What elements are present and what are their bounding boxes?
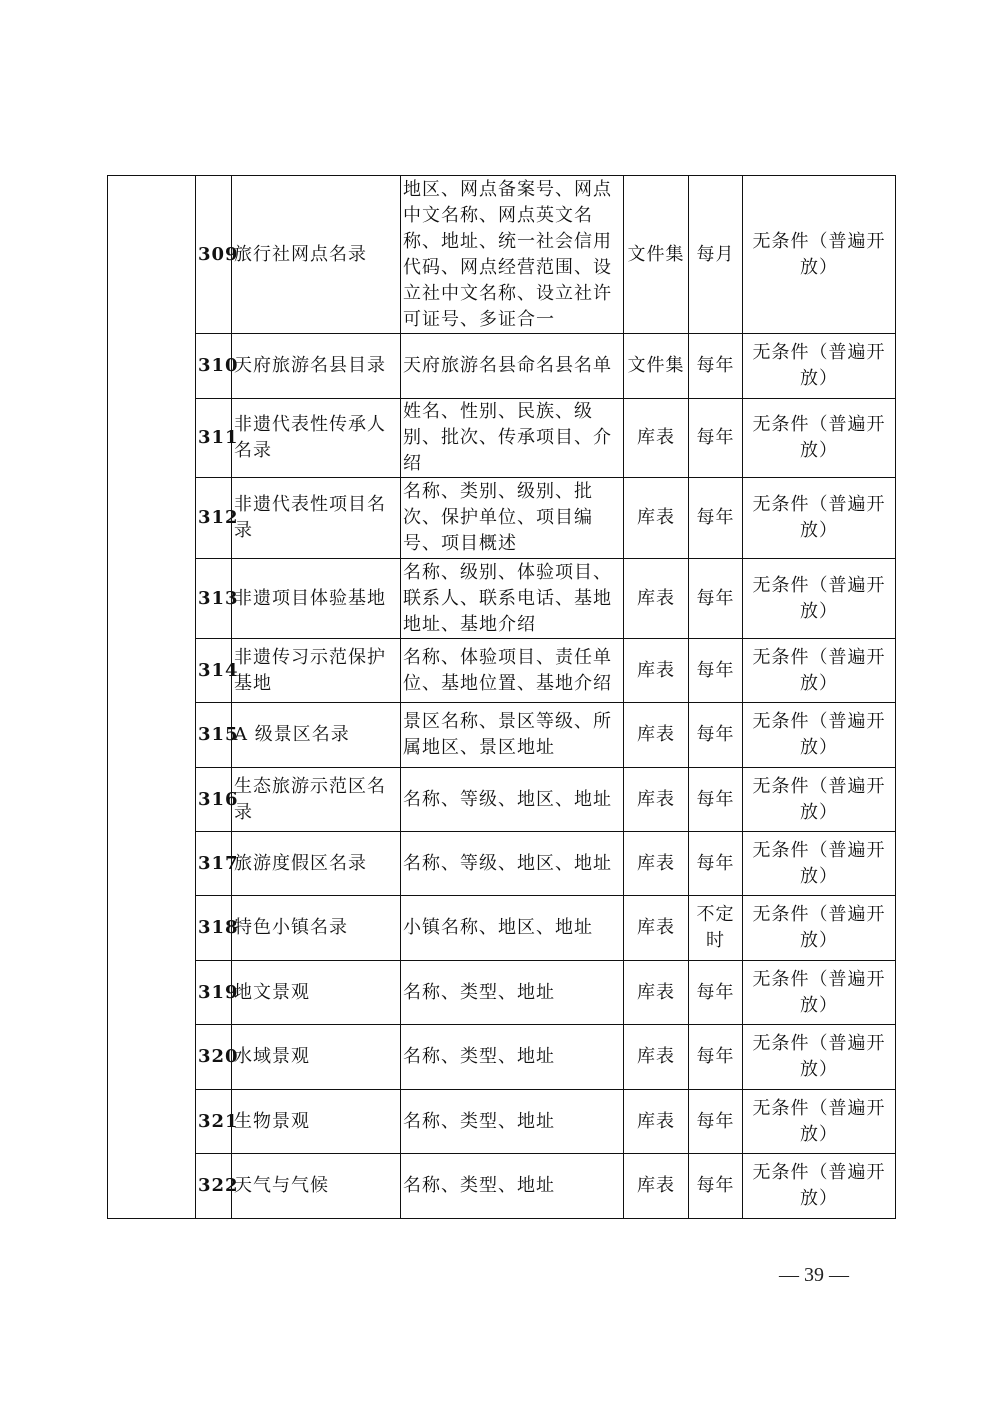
table-row [108, 896, 896, 961]
resource-fields: 地区、网点备案号、网点中文名称、网点英文名称、地址、统一社会信用代码、网点经营范围、设立社中文名称、设立社许可证号、多证合一 [401, 176, 624, 334]
resource-name: 旅游度假区名录 [232, 832, 401, 896]
row-number: 315 [196, 703, 232, 768]
table-row [108, 176, 896, 334]
resource-name: A 级景区名录 [232, 703, 401, 768]
table-row [108, 639, 896, 703]
data-catalog-table [107, 175, 896, 1219]
row-number: 311 [196, 399, 232, 478]
page-number: — 39 — [779, 1264, 849, 1286]
category-cell [108, 176, 196, 1219]
table-row [108, 832, 896, 896]
resource-format: 库表 [624, 1090, 689, 1154]
resource-format: 库表 [624, 896, 689, 961]
update-frequency: 每月 [689, 176, 743, 334]
resource-fields: 名称、类型、地址 [401, 961, 624, 1025]
resource-fields: 名称、类别、级别、批次、保护单位、项目编号、项目概述 [401, 478, 624, 559]
resource-name: 非遗代表性项目名录 [232, 478, 401, 559]
openness-condition: 无条件（普遍开放） [743, 559, 896, 639]
table-row [108, 478, 896, 559]
row-number: 321 [196, 1090, 232, 1154]
update-frequency: 每年 [689, 559, 743, 639]
resource-fields: 名称、类型、地址 [401, 1025, 624, 1090]
table-row [108, 768, 896, 832]
update-frequency: 不定时 [689, 896, 743, 961]
resource-format: 库表 [624, 768, 689, 832]
resource-name: 非遗传习示范保护基地 [232, 639, 401, 703]
table-row [108, 1154, 896, 1219]
resource-fields: 名称、级别、体验项目、联系人、联系电话、基地地址、基地介绍 [401, 559, 624, 639]
openness-condition: 无条件（普遍开放） [743, 1154, 896, 1219]
resource-name: 天府旅游名县目录 [232, 334, 401, 399]
update-frequency: 每年 [689, 961, 743, 1025]
table-row [108, 1090, 896, 1154]
row-number: 313 [196, 559, 232, 639]
resource-format: 库表 [624, 559, 689, 639]
resource-fields: 名称、类型、地址 [401, 1090, 624, 1154]
table-row [108, 559, 896, 639]
resource-fields: 名称、体验项目、责任单位、基地位置、基地介绍 [401, 639, 624, 703]
openness-condition: 无条件（普遍开放） [743, 176, 896, 334]
update-frequency: 每年 [689, 1090, 743, 1154]
openness-condition: 无条件（普遍开放） [743, 1090, 896, 1154]
resource-fields: 名称、类型、地址 [401, 1154, 624, 1219]
table-row [108, 334, 896, 399]
update-frequency: 每年 [689, 334, 743, 399]
update-frequency: 每年 [689, 399, 743, 478]
openness-condition: 无条件（普遍开放） [743, 1025, 896, 1090]
row-number: 309 [196, 176, 232, 334]
resource-format: 库表 [624, 832, 689, 896]
openness-condition: 无条件（普遍开放） [743, 399, 896, 478]
update-frequency: 每年 [689, 1025, 743, 1090]
openness-condition: 无条件（普遍开放） [743, 768, 896, 832]
resource-format: 库表 [624, 703, 689, 768]
resource-fields: 小镇名称、地区、地址 [401, 896, 624, 961]
table-row [108, 1025, 896, 1090]
openness-condition: 无条件（普遍开放） [743, 639, 896, 703]
update-frequency: 每年 [689, 1154, 743, 1219]
resource-fields: 名称、等级、地区、地址 [401, 832, 624, 896]
resource-format: 库表 [624, 1154, 689, 1219]
resource-name: 旅行社网点名录 [232, 176, 401, 334]
row-number: 314 [196, 639, 232, 703]
row-number: 316 [196, 768, 232, 832]
resource-fields: 名称、等级、地区、地址 [401, 768, 624, 832]
resource-name: 天气与气候 [232, 1154, 401, 1219]
resource-format: 库表 [624, 639, 689, 703]
row-number: 322 [196, 1154, 232, 1219]
row-number: 317 [196, 832, 232, 896]
table-row [108, 961, 896, 1025]
resource-fields: 天府旅游名县命名县名单 [401, 334, 624, 399]
resource-format: 文件集 [624, 334, 689, 399]
resource-name: 生物景观 [232, 1090, 401, 1154]
resource-format: 库表 [624, 1025, 689, 1090]
resource-fields: 姓名、性别、民族、级别、批次、传承项目、介绍 [401, 399, 624, 478]
resource-name: 水域景观 [232, 1025, 401, 1090]
openness-condition: 无条件（普遍开放） [743, 334, 896, 399]
update-frequency: 每年 [689, 832, 743, 896]
resource-fields: 景区名称、景区等级、所属地区、景区地址 [401, 703, 624, 768]
openness-condition: 无条件（普遍开放） [743, 832, 896, 896]
resource-format: 文件集 [624, 176, 689, 334]
row-number: 319 [196, 961, 232, 1025]
row-number: 310 [196, 334, 232, 399]
resource-name: 非遗项目体验基地 [232, 559, 401, 639]
openness-condition: 无条件（普遍开放） [743, 896, 896, 961]
resource-format: 库表 [624, 478, 689, 559]
update-frequency: 每年 [689, 768, 743, 832]
resource-name: 生态旅游示范区名录 [232, 768, 401, 832]
resource-name: 地文景观 [232, 961, 401, 1025]
row-number: 318 [196, 896, 232, 961]
resource-name: 特色小镇名录 [232, 896, 401, 961]
openness-condition: 无条件（普遍开放） [743, 703, 896, 768]
row-number: 312 [196, 478, 232, 559]
resource-name: 非遗代表性传承人名录 [232, 399, 401, 478]
table-body [108, 176, 896, 1219]
openness-condition: 无条件（普遍开放） [743, 961, 896, 1025]
update-frequency: 每年 [689, 639, 743, 703]
row-number: 320 [196, 1025, 232, 1090]
openness-condition: 无条件（普遍开放） [743, 478, 896, 559]
resource-format: 库表 [624, 961, 689, 1025]
update-frequency: 每年 [689, 703, 743, 768]
resource-format: 库表 [624, 399, 689, 478]
update-frequency: 每年 [689, 478, 743, 559]
table-row [108, 399, 896, 478]
table-row [108, 703, 896, 768]
